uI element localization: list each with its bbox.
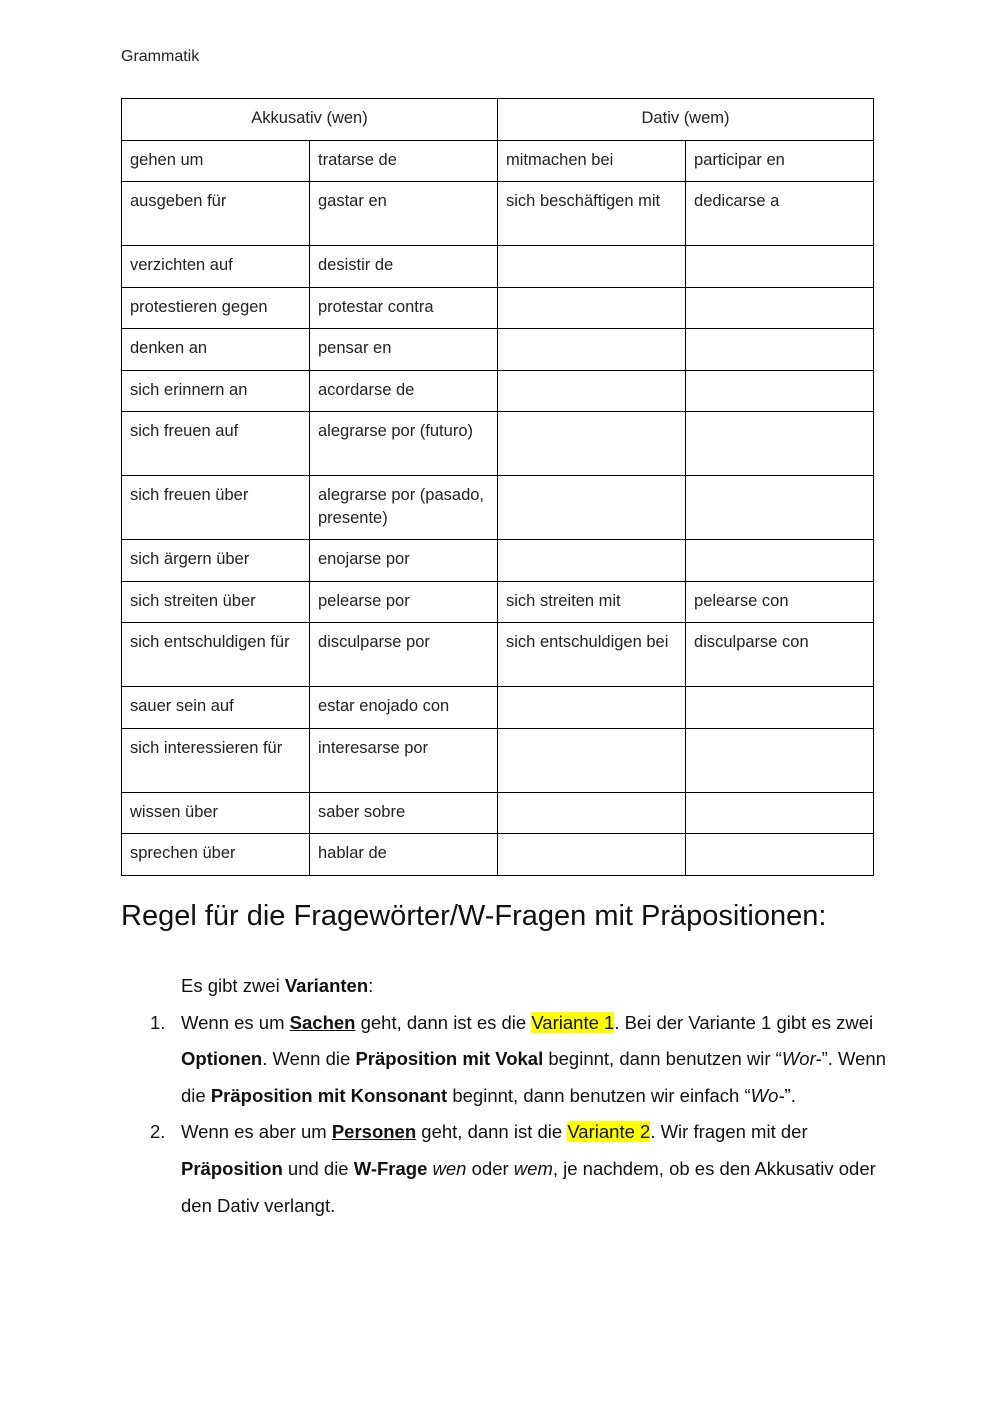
page-header-label: Grammatik: [121, 48, 200, 65]
cell-akkusativ-spanish: disculparse por: [310, 623, 498, 687]
cell-dativ-spanish: disculparse con: [686, 623, 874, 687]
cell-akkusativ-spanish: alegrarse por (futuro): [310, 412, 498, 476]
cell-dativ-german: mitmachen bei: [498, 140, 686, 182]
cell-dativ-german: [498, 412, 686, 476]
cell-akkusativ-spanish: acordarse de: [310, 370, 498, 412]
cell-akkusativ-german: sich streiten über: [122, 581, 310, 623]
verb-preposition-table: [121, 98, 874, 876]
cell-akkusativ-german: gehen um: [122, 140, 310, 182]
list-number: 1.: [150, 1011, 166, 1033]
cell-akkusativ-spanish: protestar contra: [310, 287, 498, 329]
cell-dativ-spanish: [686, 329, 874, 371]
cell-akkusativ-german: verzichten auf: [122, 246, 310, 288]
cell-akkusativ-spanish: desistir de: [310, 246, 498, 288]
rules-list: [150, 1005, 891, 1225]
cell-akkusativ-german: denken an: [122, 329, 310, 371]
table-row: [122, 370, 874, 412]
cell-akkusativ-german: sich erinnern an: [122, 370, 310, 412]
cell-dativ-spanish: [686, 370, 874, 412]
cell-akkusativ-spanish: interesarse por: [310, 728, 498, 792]
cell-dativ-spanish: participar en: [686, 140, 874, 182]
cell-akkusativ-german: sich freuen auf: [122, 412, 310, 476]
cell-akkusativ-german: sauer sein auf: [122, 687, 310, 729]
cell-akkusativ-spanish: saber sobre: [310, 792, 498, 834]
cell-dativ-german: [498, 476, 686, 540]
cell-dativ-spanish: [686, 246, 874, 288]
rules-block: [150, 968, 891, 1224]
rules-intro: Es gibt zwei Varianten:: [181, 975, 374, 996]
rule-item-1: 1. Wenn es um Sachen geht, dann ist es die Variante 1. Bei der Variante 1 gibt es zwei Optionen. Wenn die Präposition mit Vokal beginnt, dann benutzen wir “Wor-”. Wenn die Präposition mit Konsonant beginnt, dann benutzen wir einfach “Wo-”.: [181, 1005, 891, 1115]
table-row: [122, 834, 874, 876]
cell-akkusativ-spanish: alegrarse por (pasado, presente): [310, 476, 498, 540]
table-row: [122, 728, 874, 792]
table-row: [122, 792, 874, 834]
rule-item-2: 2. Wenn es aber um Personen geht, dann ist die Variante 2. Wir fragen mit der Präposition und die W-Frage wen oder wem, je nachdem, ob es den Akkusativ oder den Dativ verlangt.: [181, 1114, 891, 1224]
cell-dativ-german: sich beschäftigen mit: [498, 182, 686, 246]
header-akkusativ: Akkusativ (wen): [122, 99, 498, 141]
cell-dativ-spanish: [686, 476, 874, 540]
table-row: [122, 182, 874, 246]
cell-dativ-spanish: pelearse con: [686, 581, 874, 623]
cell-dativ-german: [498, 287, 686, 329]
table-row: [122, 412, 874, 476]
table-row: [122, 581, 874, 623]
cell-dativ-german: [498, 329, 686, 371]
header-dativ: Dativ (wem): [498, 99, 874, 141]
cell-dativ-spanish: dedicarse a: [686, 182, 874, 246]
highlight-variante-1: Variante 1: [531, 1011, 615, 1033]
cell-dativ-spanish: [686, 728, 874, 792]
cell-akkusativ-spanish: tratarse de: [310, 140, 498, 182]
table-header-row: [122, 99, 874, 141]
cell-dativ-german: [498, 728, 686, 792]
cell-dativ-german: [498, 370, 686, 412]
cell-akkusativ-german: sich freuen über: [122, 476, 310, 540]
table-row: [122, 140, 874, 182]
cell-dativ-german: sich streiten mit: [498, 581, 686, 623]
cell-dativ-spanish: [686, 792, 874, 834]
cell-dativ-spanish: [686, 687, 874, 729]
table-row: [122, 246, 874, 288]
cell-dativ-spanish: [686, 540, 874, 582]
cell-dativ-german: [498, 792, 686, 834]
cell-akkusativ-german: wissen über: [122, 792, 310, 834]
cell-akkusativ-spanish: enojarse por: [310, 540, 498, 582]
cell-akkusativ-spanish: hablar de: [310, 834, 498, 876]
cell-akkusativ-spanish: estar enojado con: [310, 687, 498, 729]
cell-dativ-german: sich entschuldigen bei: [498, 623, 686, 687]
cell-akkusativ-german: sich interessieren für: [122, 728, 310, 792]
cell-dativ-german: [498, 540, 686, 582]
table-row: [122, 623, 874, 687]
highlight-variante-2: Variante 2: [567, 1121, 651, 1143]
cell-dativ-german: [498, 834, 686, 876]
table-row: [122, 329, 874, 371]
cell-dativ-spanish: [686, 834, 874, 876]
cell-akkusativ-spanish: gastar en: [310, 182, 498, 246]
cell-akkusativ-spanish: pelearse por: [310, 581, 498, 623]
table-row: [122, 287, 874, 329]
table-row: [122, 540, 874, 582]
list-number: 2.: [150, 1121, 166, 1143]
cell-akkusativ-german: sich ärgern über: [122, 540, 310, 582]
cell-akkusativ-german: ausgeben für: [122, 182, 310, 246]
cell-dativ-spanish: [686, 412, 874, 476]
table-row: [122, 476, 874, 540]
section-heading: Regel für die Fragewörter/W-Fragen mit Präpositionen:: [121, 900, 827, 932]
cell-dativ-german: [498, 246, 686, 288]
cell-dativ-german: [498, 687, 686, 729]
cell-dativ-spanish: [686, 287, 874, 329]
cell-akkusativ-spanish: pensar en: [310, 329, 498, 371]
cell-akkusativ-german: sich entschuldigen für: [122, 623, 310, 687]
cell-akkusativ-german: protestieren gegen: [122, 287, 310, 329]
cell-akkusativ-german: sprechen über: [122, 834, 310, 876]
table-row: [122, 687, 874, 729]
